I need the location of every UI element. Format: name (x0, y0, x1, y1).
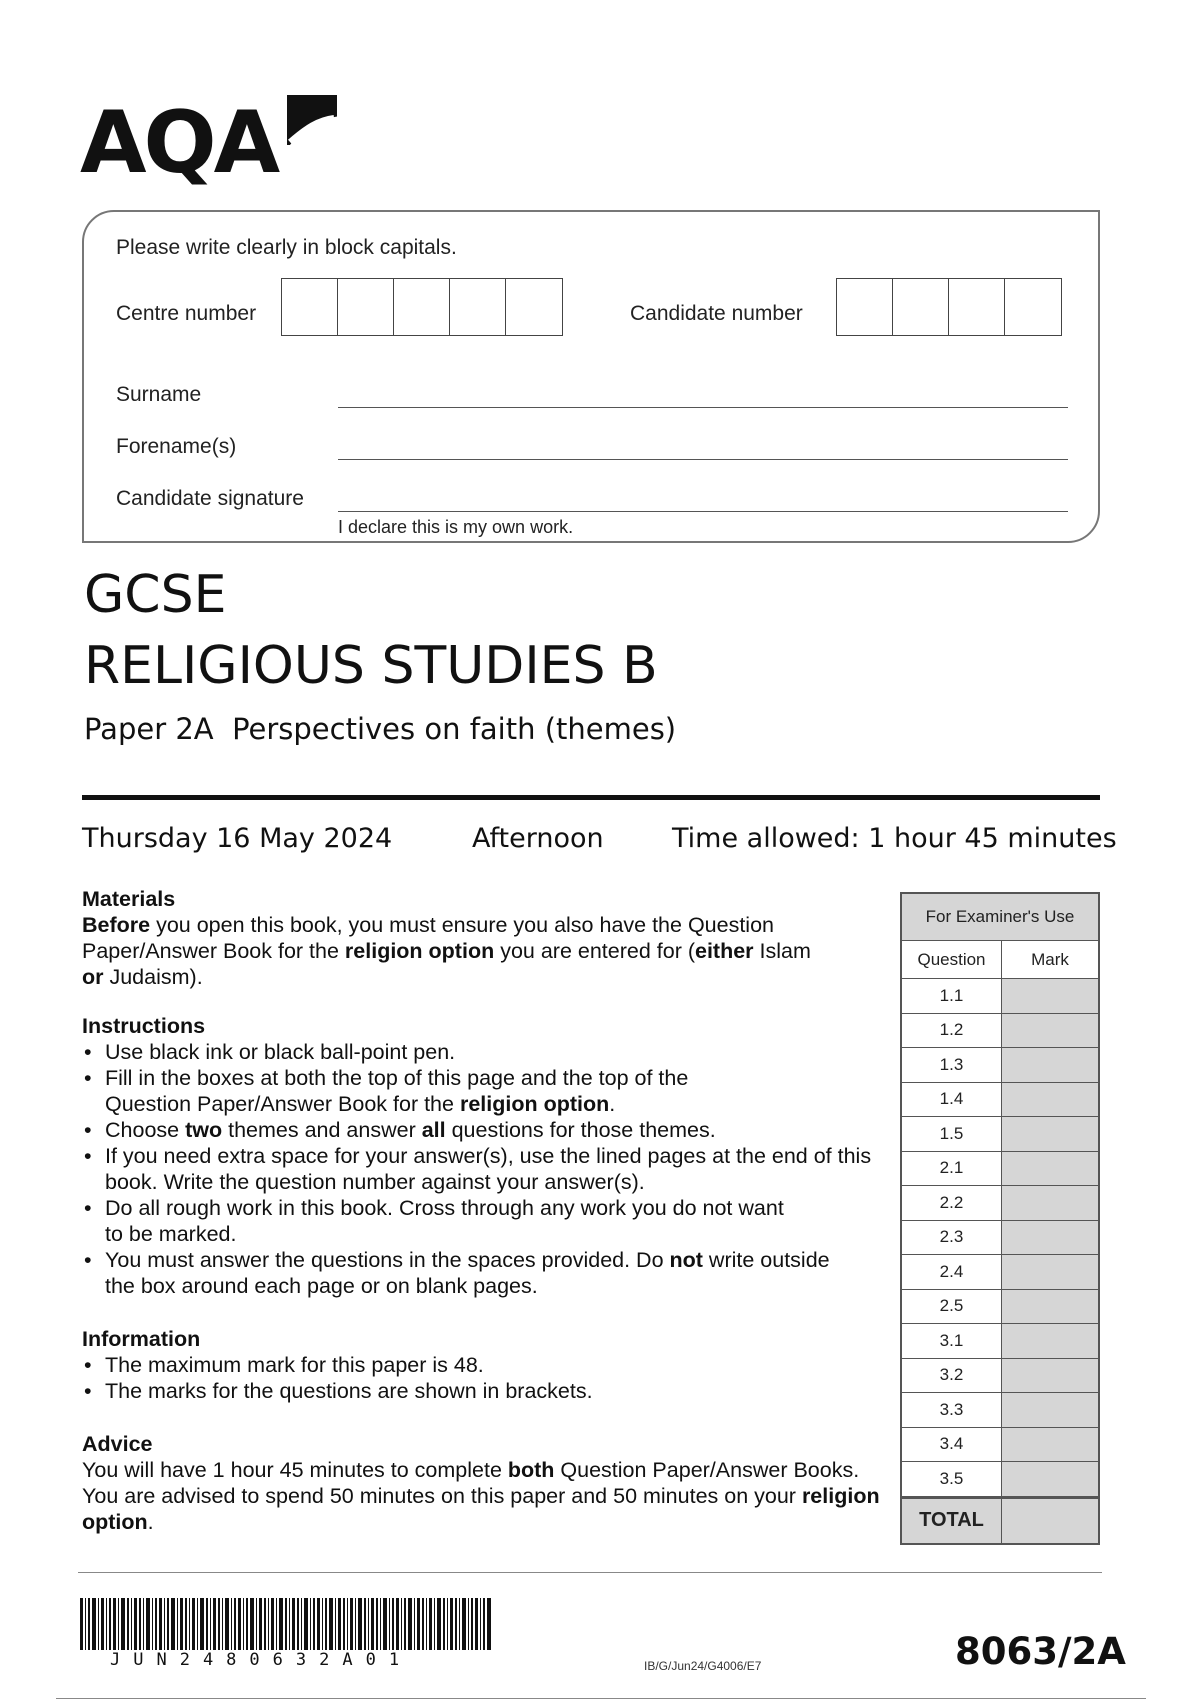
mark-cell (1002, 1221, 1098, 1255)
instruction-item: • You must answer the questions in the spaces provided. Do not write outside the box around each page or on blank pages. (82, 1247, 835, 1299)
examiner-table-row (902, 979, 1098, 1014)
question-number: 2.2 (902, 1186, 1002, 1220)
information-section (82, 1326, 882, 1404)
paper-code: 8063/2A (955, 1630, 1126, 1673)
materials-heading: Materials (82, 887, 176, 911)
forenames-label: Forename(s) (116, 435, 237, 458)
mark-cell (1002, 1048, 1098, 1082)
question-number: 1.3 (902, 1048, 1002, 1082)
time-allowed: Time allowed: 1 hour 45 minutes (672, 823, 1117, 854)
block-capitals-instruction: Please write clearly in block capitals. (116, 236, 457, 259)
examiner-table-row (902, 1255, 1098, 1290)
examiner-table-row (902, 1117, 1098, 1152)
question-number: 1.5 (902, 1117, 1002, 1151)
examiner-table-row (902, 1014, 1098, 1049)
examiner-table-total-row (902, 1497, 1098, 1543)
examiner-table-row (902, 1083, 1098, 1118)
candidate-number-label: Candidate number (630, 302, 803, 325)
aqa-logo: AQA (80, 93, 278, 193)
examiner-table-row (902, 1186, 1098, 1221)
centre-number-boxes[interactable] (281, 278, 563, 336)
mark-cell (1002, 1255, 1098, 1289)
mark-column-header: Mark (1002, 941, 1098, 978)
barcode-number: JUN2480632A01 (110, 1650, 413, 1670)
instructions-section (82, 1013, 882, 1299)
information-heading: Information (82, 1327, 201, 1351)
question-number: 3.5 (902, 1462, 1002, 1496)
surname-line[interactable] (338, 407, 1068, 408)
mark-cell (1002, 1324, 1098, 1358)
instructions-heading: Instructions (82, 1014, 206, 1038)
exam-session: Afternoon (472, 823, 604, 854)
mark-cell (1002, 1083, 1098, 1117)
instruction-item: • Use black ink or black ball-point pen. (82, 1039, 882, 1065)
mark-cell (1002, 1014, 1098, 1048)
aqa-logo-mark-icon (284, 92, 340, 148)
reference-code: IB/G/Jun24/G4006/E7 (644, 1659, 762, 1673)
candidate-number-digit-box[interactable] (1005, 279, 1061, 335)
advice-section (82, 1431, 892, 1535)
question-number: 3.2 (902, 1359, 1002, 1393)
centre-number-digit-box[interactable] (338, 279, 394, 335)
candidate-number-digit-box[interactable] (837, 279, 893, 335)
information-item: • The maximum mark for this paper is 48. (82, 1352, 882, 1378)
instruction-item: • Do all rough work in this book. Cross through any work you do not want to be marked. (82, 1195, 785, 1247)
centre-number-digit-box[interactable] (450, 279, 506, 335)
bottom-edge-rule (56, 1698, 1146, 1699)
examiner-table-row (902, 1393, 1098, 1428)
question-number: 2.4 (902, 1255, 1002, 1289)
examiners-use-heading: For Examiner's Use (902, 894, 1098, 941)
information-item: • The marks for the questions are shown in brackets. (82, 1378, 882, 1404)
signature-line[interactable] (338, 511, 1068, 512)
signature-label: Candidate signature (116, 487, 304, 510)
examiner-table-row (902, 1152, 1098, 1187)
mark-cell (1002, 1462, 1098, 1496)
paper-title: Paper 2A Perspectives on faith (themes) (84, 712, 677, 746)
candidate-number-digit-box[interactable] (949, 279, 1005, 335)
examiner-table-row (902, 1428, 1098, 1463)
barcode-icon (80, 1598, 492, 1650)
instruction-item: • Choose two themes and answer all questions for those themes. (82, 1117, 882, 1143)
centre-number-label: Centre number (116, 302, 257, 325)
instruction-item: • If you need extra space for your answer(s), use the lined pages at the end of this book. Write the question number against your answer(s). (82, 1143, 875, 1195)
mark-cell (1002, 1393, 1098, 1427)
instruction-item: • Fill in the boxes at both the top of this page and the top of the Question Paper/Answer Book for the religion option. (82, 1065, 725, 1117)
mark-cell (1002, 1152, 1098, 1186)
examiner-table-row (902, 1048, 1098, 1083)
total-mark-cell (1002, 1499, 1098, 1543)
advice-heading: Advice (82, 1432, 153, 1456)
footer-divider (78, 1572, 1102, 1573)
mark-cell (1002, 1359, 1098, 1393)
examiner-table-row (902, 1290, 1098, 1325)
question-number: 1.2 (902, 1014, 1002, 1048)
declaration-text: I declare this is my own work. (338, 517, 574, 537)
question-number: 3.4 (902, 1428, 1002, 1462)
examiner-table-header-row (902, 941, 1098, 979)
examiner-table-row (902, 1221, 1098, 1256)
mark-cell (1002, 1428, 1098, 1462)
question-number: 1.1 (902, 979, 1002, 1013)
materials-text: Before you open this book, you must ensure you also have the Question Paper/Answer Book for the religion option you are entered for (either Islam or Judaism). (82, 913, 811, 989)
centre-number-digit-box[interactable] (394, 279, 450, 335)
mark-cell (1002, 979, 1098, 1013)
centre-number-digit-box[interactable] (282, 279, 338, 335)
question-number: 1.4 (902, 1083, 1002, 1117)
mark-cell (1002, 1117, 1098, 1151)
question-number: 3.3 (902, 1393, 1002, 1427)
question-number: 3.1 (902, 1324, 1002, 1358)
centre-number-digit-box[interactable] (506, 279, 562, 335)
exam-date: Thursday 16 May 2024 (82, 823, 393, 854)
examiner-table-row (902, 1359, 1098, 1394)
question-number: 2.1 (902, 1152, 1002, 1186)
qualification-title: GCSE (84, 565, 227, 625)
question-number: 2.5 (902, 1290, 1002, 1324)
examiner-table-row (902, 1462, 1098, 1497)
question-number: 2.3 (902, 1221, 1002, 1255)
mark-cell (1002, 1186, 1098, 1220)
subject-title: RELIGIOUS STUDIES B (84, 636, 658, 696)
advice-text: You will have 1 hour 45 minutes to complete both Question Paper/Answer Books. You are advised to spend 50 minutes on this paper and 50 minutes on your religion option. (82, 1458, 880, 1534)
total-label: TOTAL (902, 1499, 1002, 1543)
forenames-line[interactable] (338, 459, 1068, 460)
examiner-table-row (902, 1324, 1098, 1359)
title-divider (82, 795, 1100, 800)
mark-cell (1002, 1290, 1098, 1324)
examiners-use-table (900, 892, 1100, 1545)
surname-label: Surname (116, 383, 202, 406)
candidate-number-digit-box[interactable] (893, 279, 949, 335)
question-column-header: Question (902, 941, 1002, 978)
candidate-number-boxes[interactable] (836, 278, 1062, 336)
materials-section (82, 886, 882, 990)
